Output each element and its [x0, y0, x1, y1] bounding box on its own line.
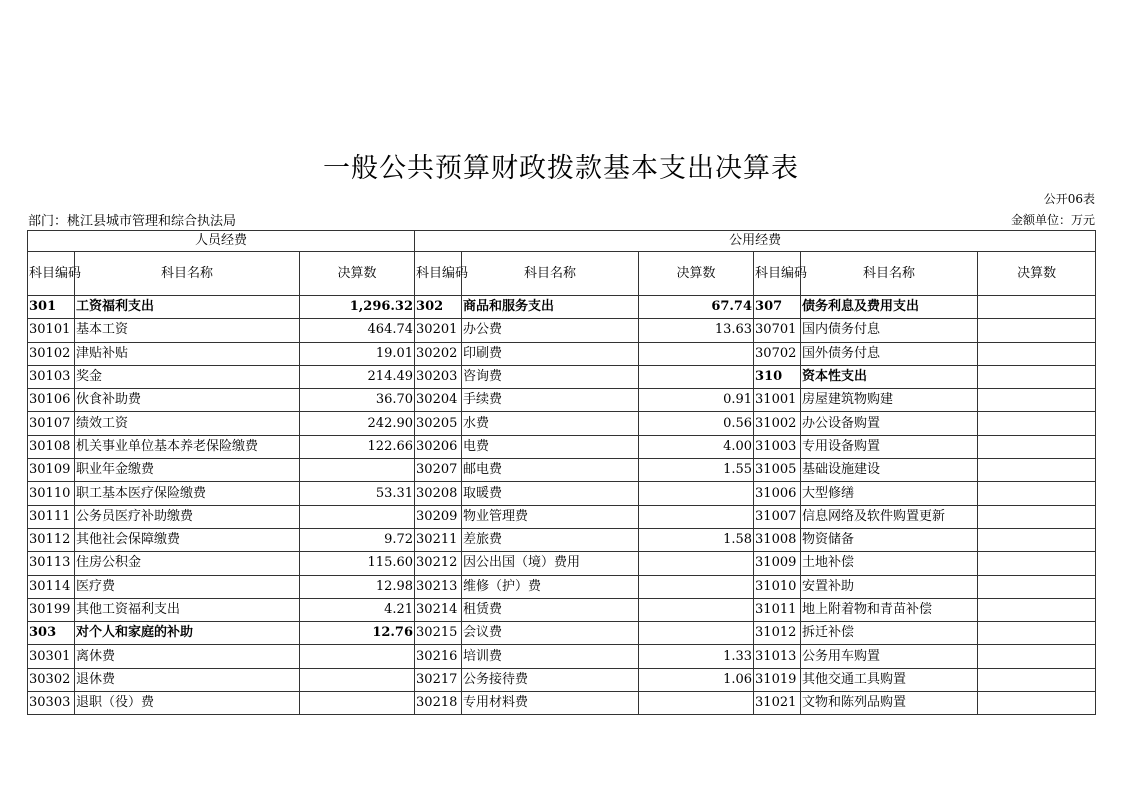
item-amount: [300, 668, 415, 691]
form-code: 公开06表: [1043, 192, 1095, 206]
item-code: 30701: [754, 319, 801, 342]
item-code: 30102: [28, 342, 75, 365]
item-name: 房屋建筑物购建: [801, 389, 978, 412]
item-code: 31019: [754, 668, 801, 691]
item-amount: [639, 552, 754, 575]
item-code: 30202: [415, 342, 462, 365]
item-name: 基础设施建设: [801, 459, 978, 482]
item-name: 物资储备: [801, 528, 978, 551]
item-name: 维修（护）费: [462, 575, 639, 598]
page-title: 一般公共预算财政拨款基本支出决算表: [323, 153, 799, 184]
item-code: 30201: [415, 319, 462, 342]
col-header-name: 科目名称: [75, 252, 300, 296]
item-name: 培训费: [462, 645, 639, 668]
table-row: [28, 389, 1096, 412]
item-code: 302: [415, 296, 462, 319]
table-row: [28, 692, 1096, 715]
item-code: 303: [28, 622, 75, 645]
item-code: 307: [754, 296, 801, 319]
item-amount: 13.63: [639, 319, 754, 342]
item-amount: [978, 622, 1096, 645]
item-code: 30203: [415, 365, 462, 388]
table-row: [28, 365, 1096, 388]
item-code: 30212: [415, 552, 462, 575]
col-header-amount: 决算数: [639, 252, 754, 296]
item-amount: 4.21: [300, 598, 415, 621]
item-code: 30114: [28, 575, 75, 598]
item-code: 310: [754, 365, 801, 388]
item-name: 印刷费: [462, 342, 639, 365]
table-row: [28, 668, 1096, 691]
item-code: 30209: [415, 505, 462, 528]
item-amount: 122.66: [300, 435, 415, 458]
item-name: 物业管理费: [462, 505, 639, 528]
item-code: 31006: [754, 482, 801, 505]
item-code: 30702: [754, 342, 801, 365]
item-code: 30207: [415, 459, 462, 482]
item-amount: [978, 645, 1096, 668]
item-amount: [978, 575, 1096, 598]
table-row: [28, 296, 1096, 319]
table-row: [28, 319, 1096, 342]
item-amount: [639, 622, 754, 645]
item-code: 30215: [415, 622, 462, 645]
item-amount: [639, 692, 754, 715]
item-code: 30113: [28, 552, 75, 575]
item-code: 30204: [415, 389, 462, 412]
item-name: 邮电费: [462, 459, 639, 482]
item-code: 31010: [754, 575, 801, 598]
item-amount: [978, 528, 1096, 551]
item-name: 手续费: [462, 389, 639, 412]
item-code: 31013: [754, 645, 801, 668]
group-header-public: 公用经费: [415, 231, 1096, 252]
item-name: 离休费: [75, 645, 300, 668]
expenditure-table: [27, 230, 1096, 715]
item-name: 其他交通工具购置: [801, 668, 978, 691]
group-header-row: [28, 231, 1096, 252]
item-code: 30211: [415, 528, 462, 551]
item-code: 30217: [415, 668, 462, 691]
unit-label: 金额单位：万元: [1010, 213, 1095, 227]
item-amount: [300, 459, 415, 482]
col-header-code: 科目编码: [754, 252, 801, 296]
item-name: 伙食补助费: [75, 389, 300, 412]
item-amount: [978, 668, 1096, 691]
item-amount: [978, 459, 1096, 482]
item-code: 31003: [754, 435, 801, 458]
item-code: 31001: [754, 389, 801, 412]
table-row: [28, 435, 1096, 458]
item-code: 30108: [28, 435, 75, 458]
item-name: 办公设备购置: [801, 412, 978, 435]
table-row: [28, 575, 1096, 598]
item-code: 31021: [754, 692, 801, 715]
item-name: 职工基本医疗保险缴费: [75, 482, 300, 505]
item-name: 工资福利支出: [75, 296, 300, 319]
item-name: 住房公积金: [75, 552, 300, 575]
table-row: [28, 598, 1096, 621]
item-name: 租赁费: [462, 598, 639, 621]
item-amount: 9.72: [300, 528, 415, 551]
table-row: [28, 505, 1096, 528]
item-amount: 214.49: [300, 365, 415, 388]
item-code: 30301: [28, 645, 75, 668]
table-row: [28, 342, 1096, 365]
item-amount: [978, 482, 1096, 505]
item-amount: [300, 692, 415, 715]
item-code: 30107: [28, 412, 75, 435]
item-code: 31011: [754, 598, 801, 621]
item-amount: 1.58: [639, 528, 754, 551]
item-amount: 19.01: [300, 342, 415, 365]
item-name: 因公出国（境）费用: [462, 552, 639, 575]
item-amount: [978, 552, 1096, 575]
item-name: 其他工资福利支出: [75, 598, 300, 621]
item-code: 30206: [415, 435, 462, 458]
item-amount: 36.70: [300, 389, 415, 412]
item-name: 公务员医疗补助缴费: [75, 505, 300, 528]
item-name: 其他社会保障缴费: [75, 528, 300, 551]
col-header-name: 科目名称: [801, 252, 978, 296]
item-amount: [978, 296, 1096, 319]
item-amount: 12.76: [300, 622, 415, 645]
item-amount: 115.60: [300, 552, 415, 575]
item-amount: [639, 575, 754, 598]
item-code: 30302: [28, 668, 75, 691]
item-amount: 0.56: [639, 412, 754, 435]
item-name: 资本性支出: [801, 365, 978, 388]
item-amount: [978, 505, 1096, 528]
item-amount: 4.00: [639, 435, 754, 458]
item-code: 30303: [28, 692, 75, 715]
item-amount: 12.98: [300, 575, 415, 598]
item-amount: 464.74: [300, 319, 415, 342]
table-row: [28, 622, 1096, 645]
item-name: 退职（役）费: [75, 692, 300, 715]
item-name: 专用设备购置: [801, 435, 978, 458]
item-name: 取暖费: [462, 482, 639, 505]
item-amount: [978, 435, 1096, 458]
item-code: 31005: [754, 459, 801, 482]
table-row: [28, 412, 1096, 435]
item-amount: [978, 319, 1096, 342]
table-row: [28, 645, 1096, 668]
item-name: 安置补助: [801, 575, 978, 598]
item-amount: [978, 692, 1096, 715]
item-code: 30213: [415, 575, 462, 598]
item-name: 国外债务付息: [801, 342, 978, 365]
item-code: 31007: [754, 505, 801, 528]
col-header-amount: 决算数: [300, 252, 415, 296]
item-amount: 0.91: [639, 389, 754, 412]
group-header-personnel: 人员经费: [28, 231, 415, 252]
item-name: 拆迁补偿: [801, 622, 978, 645]
item-code: 30106: [28, 389, 75, 412]
department-label: 部门：桃江县城市管理和综合执法局: [28, 214, 237, 229]
item-amount: 1.33: [639, 645, 754, 668]
item-amount: [639, 365, 754, 388]
col-header-name: 科目名称: [462, 252, 639, 296]
item-code: 31009: [754, 552, 801, 575]
item-amount: [300, 505, 415, 528]
item-code: 30111: [28, 505, 75, 528]
item-amount: [639, 342, 754, 365]
item-name: 土地补偿: [801, 552, 978, 575]
item-name: 基本工资: [75, 319, 300, 342]
item-amount: 242.90: [300, 412, 415, 435]
item-name: 商品和服务支出: [462, 296, 639, 319]
item-code: 30205: [415, 412, 462, 435]
item-code: 30103: [28, 365, 75, 388]
item-amount: 1.06: [639, 668, 754, 691]
item-code: 30101: [28, 319, 75, 342]
item-name: 大型修缮: [801, 482, 978, 505]
item-name: 会议费: [462, 622, 639, 645]
item-amount: 67.74: [639, 296, 754, 319]
item-code: 30109: [28, 459, 75, 482]
item-name: 医疗费: [75, 575, 300, 598]
table-row: [28, 482, 1096, 505]
item-code: 30216: [415, 645, 462, 668]
item-code: 30112: [28, 528, 75, 551]
item-name: 对个人和家庭的补助: [75, 622, 300, 645]
item-code: 30208: [415, 482, 462, 505]
item-name: 公务用车购置: [801, 645, 978, 668]
item-code: 30110: [28, 482, 75, 505]
item-amount: [978, 365, 1096, 388]
item-amount: 1,296.32: [300, 296, 415, 319]
item-amount: 1.55: [639, 459, 754, 482]
table-row: [28, 552, 1096, 575]
item-amount: [978, 389, 1096, 412]
item-name: 水费: [462, 412, 639, 435]
item-name: 差旅费: [462, 528, 639, 551]
item-name: 咨询费: [462, 365, 639, 388]
column-header-row: [28, 252, 1096, 296]
item-code: 301: [28, 296, 75, 319]
item-code: 30214: [415, 598, 462, 621]
item-code: 30218: [415, 692, 462, 715]
col-header-code: 科目编码: [28, 252, 75, 296]
item-name: 国内债务付息: [801, 319, 978, 342]
item-amount: [978, 412, 1096, 435]
item-amount: [978, 342, 1096, 365]
table-row: [28, 459, 1096, 482]
item-name: 津贴补贴: [75, 342, 300, 365]
item-name: 文物和陈列品购置: [801, 692, 978, 715]
item-amount: [639, 598, 754, 621]
item-code: 31012: [754, 622, 801, 645]
item-amount: 53.31: [300, 482, 415, 505]
item-name: 奖金: [75, 365, 300, 388]
item-amount: [639, 482, 754, 505]
item-name: 电费: [462, 435, 639, 458]
item-name: 办公费: [462, 319, 639, 342]
item-name: 信息网络及软件购置更新: [801, 505, 978, 528]
item-code: 31002: [754, 412, 801, 435]
item-name: 债务利息及费用支出: [801, 296, 978, 319]
item-name: 机关事业单位基本养老保险缴费: [75, 435, 300, 458]
item-name: 专用材料费: [462, 692, 639, 715]
table-row: [28, 528, 1096, 551]
col-header-amount: 决算数: [978, 252, 1096, 296]
item-amount: [639, 505, 754, 528]
col-header-code: 科目编码: [415, 252, 462, 296]
item-name: 绩效工资: [75, 412, 300, 435]
item-name: 公务接待费: [462, 668, 639, 691]
item-code: 30199: [28, 598, 75, 621]
item-amount: [978, 598, 1096, 621]
item-name: 地上附着物和青苗补偿: [801, 598, 978, 621]
item-amount: [300, 645, 415, 668]
item-name: 职业年金缴费: [75, 459, 300, 482]
item-name: 退休费: [75, 668, 300, 691]
item-code: 31008: [754, 528, 801, 551]
